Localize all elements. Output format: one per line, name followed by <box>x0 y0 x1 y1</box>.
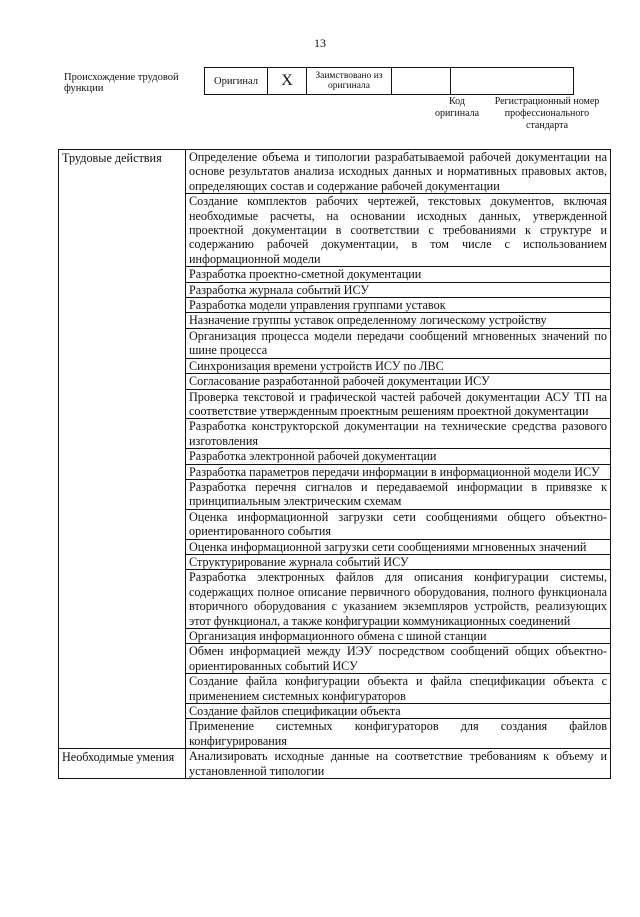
table-row <box>59 150 611 194</box>
original-mark: X <box>268 68 307 95</box>
page-number: 13 <box>314 36 326 50</box>
labor-actions-item: Синхронизация времени устройств ИСУ по ЛВС <box>186 358 611 373</box>
labor-actions-item: Оценка информационной загрузки сети сообщениями мгновенных значений <box>186 539 611 554</box>
origin-label: Происхождение трудовой функции <box>64 72 179 94</box>
reg-number-label: Регистрационный номер профессионального стандарта <box>494 96 600 131</box>
labor-actions-label: Трудовые действия <box>59 150 186 749</box>
required-skills-label: Необходимые умения <box>59 749 186 779</box>
labor-actions-item: Разработка конструкторской документации на технические средства разового изготовления <box>186 419 611 449</box>
labor-actions-item: Разработка модели управления группами уставок <box>186 298 611 313</box>
labor-actions-item: Создание файла конфигурации объекта и файла спецификации объекта с применением системных конфигураторов <box>186 674 611 704</box>
labor-actions-item: Применение системных конфигураторов для создания файлов конфигурирования <box>186 719 611 749</box>
code-cell <box>392 68 451 95</box>
labor-actions-item: Разработка журнала событий ИСУ <box>186 282 611 297</box>
labor-actions-item: Разработка перечня сигналов и передаваемой информации в привязке к принципиальным электрическим схемам <box>186 479 611 509</box>
borrowed-cell: Заимствовано из оригинала <box>307 68 392 95</box>
labor-actions-item: Проверка текстовой и графической частей рабочей документации АСУ ТП на соответствие утвержденным проектным решениям проектной документации <box>186 389 611 419</box>
origin-table <box>204 67 574 95</box>
labor-actions-item: Разработка электронных файлов для описания конфигурации системы, содержащих полное описание первичного оборудования, полного функционала вторичного оборудования с указанием экземпляров устройств, реализующих этот функционал, а также конфигурации коммуникационных соединений <box>186 570 611 629</box>
labor-actions-item: Создание файлов спецификации объекта <box>186 704 611 719</box>
required-skills-item: Анализировать исходные данные на соответствие требованиям к объему и установленной типологии <box>186 749 611 779</box>
labor-actions-item: Организация информационного обмена с шиной станции <box>186 629 611 644</box>
original-cell: Оригинал <box>205 68 268 95</box>
labor-actions-item: Структурирование журнала событий ИСУ <box>186 554 611 569</box>
labor-actions-item: Организация процесса модели передачи сообщений мгновенных значений по шине процесса <box>186 328 611 358</box>
function-table <box>58 149 611 779</box>
labor-actions-item: Создание комплектов рабочих чертежей, текстовых документов, включая необходимые расчеты, на основании исходных данных, утвержденной проектной документации в соответствии с требованиями к структуре и содержанию рабочей документации, в том числе с использованием информационной модели <box>186 194 611 267</box>
labor-actions-item: Оценка информационной загрузки сети сообщениями общего объектно-ориентированного события <box>186 509 611 539</box>
labor-actions-item: Разработка параметров передачи информации в информационной модели ИСУ <box>186 464 611 479</box>
labor-actions-item: Согласование разработанной рабочей документации ИСУ <box>186 374 611 389</box>
labor-actions-item: Обмен информацией между ИЭУ посредством сообщений общих объектно-ориентированных событий ИСУ <box>186 644 611 674</box>
code-label: Код оригинала <box>434 96 480 119</box>
labor-actions-item: Разработка электронной рабочей документации <box>186 449 611 464</box>
table-row <box>59 749 611 779</box>
labor-actions-item: Назначение группы уставок определенному логическому устройству <box>186 313 611 328</box>
reg-number-cell <box>451 68 574 95</box>
labor-actions-item: Разработка проектно-сметной документации <box>186 267 611 282</box>
labor-actions-item: Определение объема и типологии разрабатываемой рабочей документации на основе результатов анализа исходных данных и нормативных правовых актов, определяющих состав и содержание рабочей документации <box>186 150 611 194</box>
